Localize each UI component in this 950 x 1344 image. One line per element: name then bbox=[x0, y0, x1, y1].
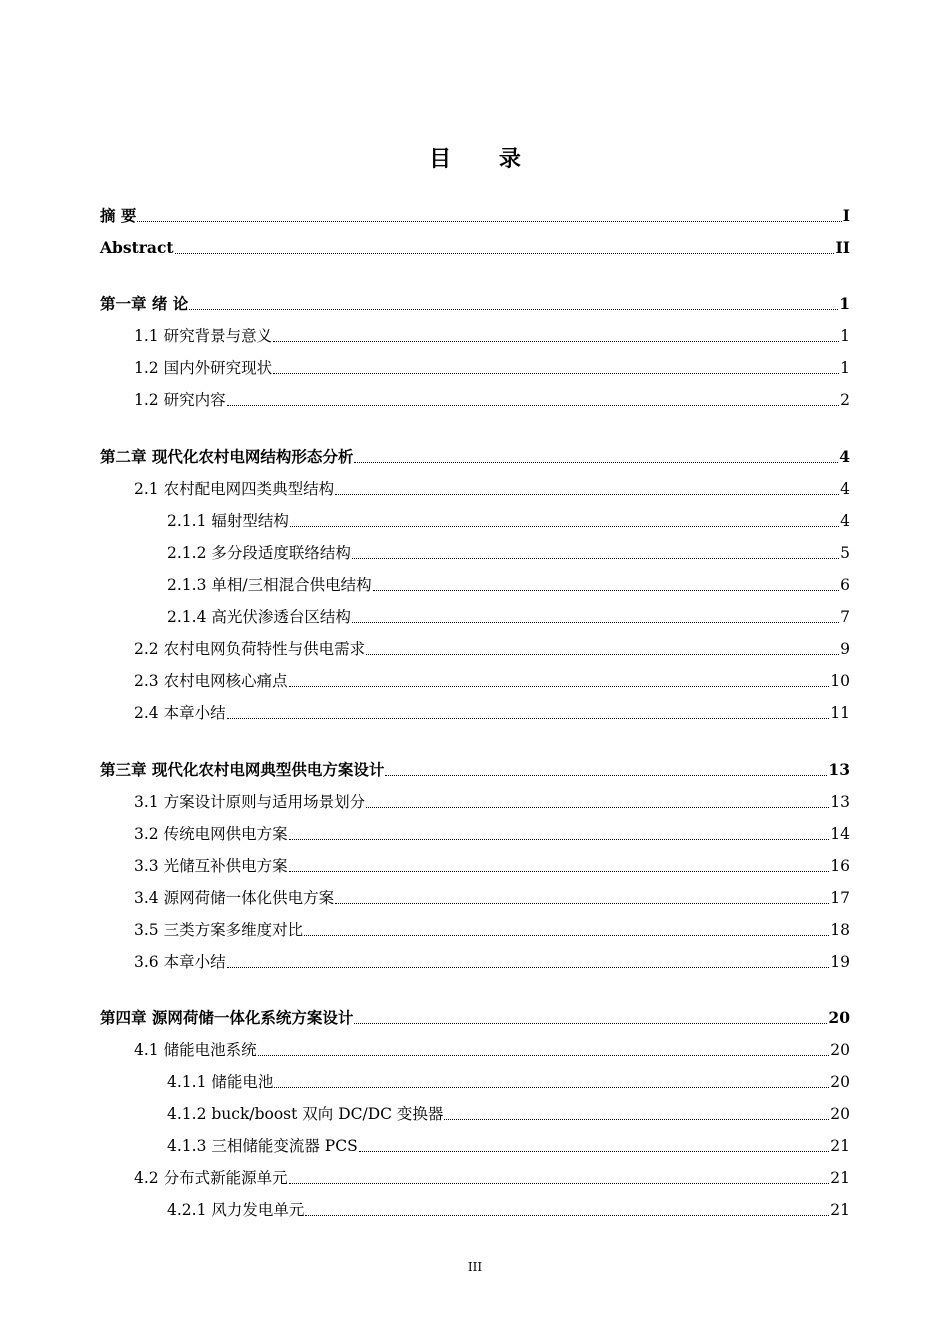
toc-entry[interactable] bbox=[134, 701, 850, 725]
toc-entry-page-number: 16 bbox=[830, 857, 850, 875]
toc-entry[interactable] bbox=[167, 573, 850, 597]
toc-entry-page-number: 4 bbox=[840, 512, 850, 530]
toc-leader-dots bbox=[289, 1183, 830, 1184]
toc-leader-dots bbox=[352, 558, 839, 559]
toc-entry-page-number: 21 bbox=[830, 1137, 850, 1155]
toc-entry-label: 4.1 储能电池系统 bbox=[134, 1041, 257, 1059]
toc-entry-label: 3.4 源网荷储一体化供电方案 bbox=[134, 889, 335, 907]
toc-entry-page-number: 17 bbox=[830, 889, 850, 907]
toc-entry-page-number: 20 bbox=[828, 1008, 850, 1027]
toc-entry[interactable] bbox=[134, 356, 850, 380]
toc-leader-dots bbox=[352, 622, 839, 623]
toc-entry-label: 2.3 农村电网核心痛点 bbox=[134, 672, 288, 690]
toc-entry-page-number: I bbox=[842, 206, 850, 225]
toc-leader-dots bbox=[137, 221, 841, 222]
page-title: 目 录 bbox=[429, 146, 541, 172]
toc-entry-page-number: 21 bbox=[830, 1201, 850, 1219]
toc-leader-dots bbox=[335, 903, 829, 904]
toc-leader-dots bbox=[305, 1215, 829, 1216]
toc-entry[interactable] bbox=[100, 236, 850, 260]
toc-leader-dots bbox=[289, 871, 830, 872]
toc-entry-label: 3.3 光储互补供电方案 bbox=[134, 857, 288, 875]
toc-entry[interactable] bbox=[167, 605, 850, 629]
toc-leader-dots bbox=[289, 839, 830, 840]
toc-entry[interactable] bbox=[134, 1166, 850, 1190]
toc-entry-label: 4.2 分布式新能源单元 bbox=[134, 1169, 288, 1187]
toc-entry-label: 2.2 农村电网负荷特性与供电需求 bbox=[134, 640, 366, 658]
toc-entry-page-number: 7 bbox=[840, 608, 850, 626]
toc-entry-page-number: 11 bbox=[830, 704, 850, 722]
toc-entry-label: 1.2 研究内容 bbox=[134, 391, 226, 409]
toc-entry-page-number: 19 bbox=[830, 953, 850, 971]
toc-entry-label: 4.1.2 buck/boost 双向 DC/DC 变换器 bbox=[167, 1105, 444, 1123]
toc-leader-dots bbox=[304, 935, 829, 936]
toc-entry-page-number: 1 bbox=[840, 359, 850, 377]
toc-entry[interactable] bbox=[167, 509, 850, 533]
toc-entry[interactable] bbox=[134, 669, 850, 693]
toc-entry-page-number: 4 bbox=[840, 480, 850, 498]
toc-entry[interactable] bbox=[167, 1134, 850, 1158]
toc-entry[interactable] bbox=[100, 445, 850, 469]
toc-entry[interactable] bbox=[167, 541, 850, 565]
toc-entry[interactable] bbox=[100, 204, 850, 228]
toc-entry-page-number: 2 bbox=[840, 391, 850, 409]
toc-entry[interactable] bbox=[134, 388, 850, 412]
toc-entry-page-number: II bbox=[835, 238, 850, 257]
toc-entry[interactable] bbox=[134, 822, 850, 846]
toc-entry[interactable] bbox=[134, 790, 850, 814]
toc-entry-label: 3.6 本章小结 bbox=[134, 953, 226, 971]
toc-entry-page-number: 13 bbox=[830, 793, 850, 811]
toc-leader-dots bbox=[359, 1151, 830, 1152]
toc-leader-dots bbox=[227, 718, 830, 719]
toc-entry-page-number: 20 bbox=[830, 1041, 850, 1059]
toc-entry[interactable] bbox=[134, 950, 850, 974]
toc-leader-dots bbox=[385, 775, 827, 776]
toc-entry-page-number: 20 bbox=[830, 1105, 850, 1123]
toc-leader-dots bbox=[354, 1023, 827, 1024]
toc-entry[interactable] bbox=[100, 292, 850, 316]
toc-entry-page-number: 14 bbox=[830, 825, 850, 843]
toc-entry-label: 4.1.3 三相储能变流器 PCS bbox=[167, 1137, 358, 1155]
toc-leader-dots bbox=[444, 1119, 829, 1120]
toc-entry-label: 第一章 绪 论 bbox=[100, 294, 189, 313]
toc-leader-dots bbox=[373, 590, 840, 591]
toc-leader-dots bbox=[175, 253, 835, 254]
toc-leader-dots bbox=[189, 309, 838, 310]
toc-entry-page-number: 4 bbox=[839, 447, 850, 466]
toc-entry-label: 2.4 本章小结 bbox=[134, 704, 226, 722]
toc-entry[interactable] bbox=[100, 1006, 850, 1030]
toc-entry[interactable] bbox=[167, 1102, 850, 1126]
toc-entry-label: Abstract bbox=[100, 238, 174, 257]
toc-entry[interactable] bbox=[167, 1198, 850, 1222]
toc-entry-page-number: 10 bbox=[830, 672, 850, 690]
toc-entry-label: 3.1 方案设计原则与适用场景划分 bbox=[134, 793, 366, 811]
toc-entry-page-number: 1 bbox=[839, 294, 850, 313]
toc-entry[interactable] bbox=[134, 477, 850, 501]
toc-entry-page-number: 9 bbox=[840, 640, 850, 658]
toc-entry-label: 第三章 现代化农村电网典型供电方案设计 bbox=[100, 760, 385, 779]
toc-leader-dots bbox=[274, 1087, 829, 1088]
toc-entry[interactable] bbox=[134, 854, 850, 878]
toc-entry-label: 2.1.4 高光伏渗透台区结构 bbox=[167, 608, 351, 626]
toc-entry-label: 3.5 三类方案多维度对比 bbox=[134, 921, 304, 939]
toc-leader-dots bbox=[273, 341, 839, 342]
toc-entry-label: 2.1.3 单相/三相混合供电结构 bbox=[167, 576, 372, 594]
toc-entry-page-number: 1 bbox=[840, 327, 850, 345]
toc-entry-label: 1.1 研究背景与意义 bbox=[134, 327, 273, 345]
toc-leader-dots bbox=[366, 807, 829, 808]
toc-leader-dots bbox=[366, 654, 839, 655]
toc-leader-dots bbox=[290, 526, 839, 527]
toc-entry[interactable] bbox=[134, 637, 850, 661]
toc-entry[interactable] bbox=[134, 324, 850, 348]
toc-entry-label: 1.2 国内外研究现状 bbox=[134, 359, 273, 377]
toc-leader-dots bbox=[227, 405, 840, 406]
toc-entry[interactable] bbox=[134, 1038, 850, 1062]
toc-entry-label: 第二章 现代化农村电网结构形态分析 bbox=[100, 447, 354, 466]
toc-entry-label: 2.1 农村配电网四类典型结构 bbox=[134, 480, 335, 498]
toc-entry-page-number: 20 bbox=[830, 1073, 850, 1091]
toc-entry-label: 2.1.2 多分段适度联络结构 bbox=[167, 544, 351, 562]
toc-leader-dots bbox=[335, 494, 839, 495]
toc-leader-dots bbox=[289, 686, 830, 687]
toc-entry-page-number: 21 bbox=[830, 1169, 850, 1187]
toc-leader-dots bbox=[258, 1055, 830, 1056]
toc-entry-page-number: 6 bbox=[840, 576, 850, 594]
toc-entry-page-number: 13 bbox=[828, 760, 850, 779]
toc-entry-page-number: 5 bbox=[840, 544, 850, 562]
toc-leader-dots bbox=[273, 373, 839, 374]
toc-entry[interactable] bbox=[134, 918, 850, 942]
toc-entry-label: 2.1.1 辐射型结构 bbox=[167, 512, 289, 530]
toc-entry[interactable] bbox=[100, 758, 850, 782]
toc-entry-label: 第四章 源网荷储一体化系统方案设计 bbox=[100, 1008, 354, 1027]
toc-leader-dots bbox=[354, 462, 838, 463]
toc-entry[interactable] bbox=[134, 886, 850, 910]
toc-entry[interactable] bbox=[167, 1070, 850, 1094]
toc-entry-page-number: 18 bbox=[830, 921, 850, 939]
toc-entry-label: 摘 要 bbox=[100, 206, 137, 225]
toc-entry-label: 3.2 传统电网供电方案 bbox=[134, 825, 288, 843]
toc-entry-label: 4.2.1 风力发电单元 bbox=[167, 1201, 305, 1219]
page-number: III bbox=[467, 1260, 483, 1274]
toc-leader-dots bbox=[227, 967, 830, 968]
toc-entry-label: 4.1.1 储能电池 bbox=[167, 1073, 274, 1091]
